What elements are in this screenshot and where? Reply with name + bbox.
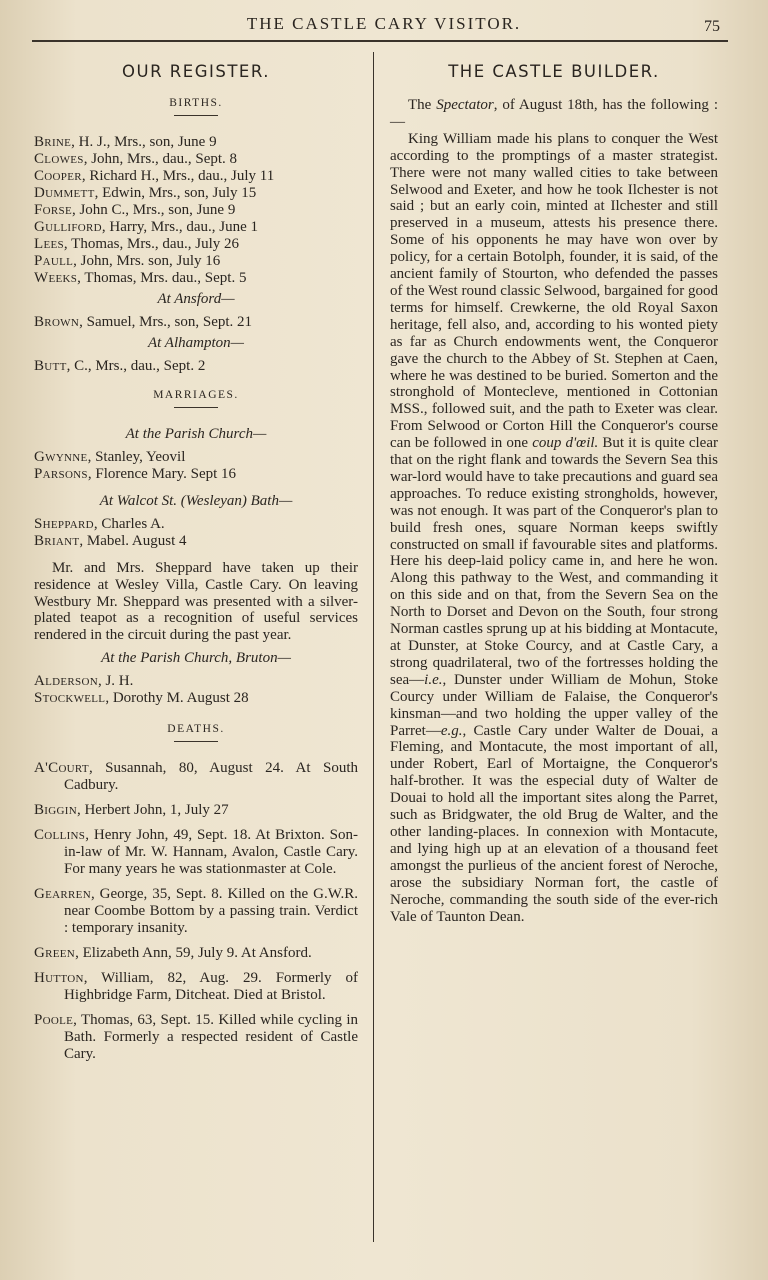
births-alhampton-list	[34, 358, 358, 375]
entry-surname: Briant	[34, 533, 80, 549]
entry-surname: Sheppard	[34, 516, 94, 532]
birth-entry	[34, 219, 358, 236]
register-title: OUR REGISTER.	[122, 62, 270, 81]
intro-text: , of August 18th, has the following :—	[390, 97, 718, 130]
birth-entry	[34, 168, 358, 185]
article-text: , Castle Cary under Walter de Douai, a Fleming, and Montacute, the most important of all, under Robert, Earl of Mortaigne, the Conqueror's half-brother. It was the especial duty of Walter de Douai to hold all the important sites along the Parret, such as Bridgwater, the old Brug de Walter, and the other landing-places. In connexion with Montacute, and lying high up at an elevation of a thousand feet amongst the purlieus of the ancient forest of Neroche, arose the subsidiary Norman fort, the castle of Neroche, commanding the south side of the ever-rich Vale of Taunton Dean.	[390, 722, 718, 925]
entry-surname: Paull	[34, 253, 74, 269]
page-number: 75	[704, 18, 720, 35]
entry-details: , Charles A.	[93, 516, 165, 532]
entry-details: , William, 82, Aug. 29. Formerly of Highbridge Farm, Ditcheat. Died at Bristol.	[64, 969, 358, 1003]
entry-details: , Herbert John, 1, July 27	[76, 801, 229, 818]
divider-dash	[174, 115, 218, 116]
article-italic: i.e.	[424, 671, 443, 688]
publication-name: Spectator	[436, 97, 494, 113]
entry-details: , C., Mrs., dau., Sept. 2	[66, 358, 206, 374]
castle-builder-column	[390, 58, 718, 925]
birth-entry	[34, 134, 358, 151]
entry-surname: Butt	[34, 358, 67, 374]
marriage-bruton-list	[34, 673, 358, 707]
entry-details: , Susannah, 80, August 24. At South Cadbury.	[64, 759, 358, 793]
entry-surname: Parsons	[34, 466, 88, 482]
death-entry	[34, 886, 358, 937]
entry-details: , George, 35, Sept. 8. Killed on the G.W.R. near Coombe Bottom by a passing train. Verdict : temporary insanity.	[64, 885, 358, 936]
marriage-entry	[34, 449, 358, 466]
birth-entry	[34, 202, 358, 219]
castle-builder-title: THE CASTLE BUILDER.	[448, 62, 660, 81]
entry-surname: Gearren	[34, 885, 91, 902]
entry-details: , John, Mrs. son, July 16	[73, 253, 221, 269]
register-column	[34, 58, 358, 1071]
header-rule	[32, 40, 728, 42]
births-alhampton-heading: At Alhampton—	[148, 335, 244, 351]
entry-details: , Edwin, Mrs., son, July 15	[94, 185, 257, 201]
births-heading: BIRTHS.	[169, 97, 223, 109]
entry-details: , Stanley, Yeovil	[87, 449, 186, 465]
deaths-heading: DEATHS.	[167, 722, 225, 735]
entry-surname: Lees	[34, 236, 64, 252]
article-italic: coup d'œil.	[532, 435, 599, 452]
entry-details: , Henry John, 49, Sept. 18. At Brixton. Son-in-law of Mr. W. Hannam, Avalon, Castle Cary. For many years he was stationmaster at Cole.	[64, 826, 358, 877]
entry-surname: Weeks	[34, 270, 78, 286]
entry-details: , H. J., Mrs., son, June 9	[71, 134, 217, 150]
entry-details: , John C., Mrs., son, June 9	[71, 202, 236, 218]
divider-dash	[174, 741, 218, 742]
article-italic: e.g.	[440, 722, 463, 739]
entry-surname: A'Court	[34, 759, 89, 776]
entry-surname: Dummett	[34, 185, 95, 201]
birth-entry	[34, 185, 358, 202]
entry-surname: Poole	[34, 1011, 74, 1028]
article-text: King William made his plans to conquer the West according to the promptings of a master strategist. There were not many walled cities to take between Selwood and Exeter, and how he took Ilchester is not said ; but an early coin, minted at Ilchester and still preserved in a museum, attests his presence there. Some of his opponents he may have won over by policy, for a certain Botolph, founder, it is said, of the ancient family of Stourton, who defended the passes of the West round classic Selwood, bargained for good terms for himself. Crewkerne, the old Royal Saxon heritage, fell also, and, according to his wonted piety as far as Church endowments went, the Conqueror gave the church to the Abbey of St. Stephen at Caen, where he was destined to be buried. Somerton and the stronghold of Montecleve, mentioned in Cottonian MSS., followed suit, and the path to Exeter was clear. From Selwood or Corton Hill the Conqueror's course can be followed in one	[390, 130, 718, 452]
births-list	[34, 134, 358, 287]
entry-surname: Hutton	[34, 969, 84, 986]
death-entry	[34, 760, 358, 794]
entry-surname: Cooper	[34, 168, 82, 184]
column-divider	[373, 52, 374, 1242]
births-ansford-list	[34, 314, 358, 331]
entry-details: , Thomas, 63, Sept. 15. Killed while cycling in Bath. Formerly a respected resident of Castle Cary.	[64, 1011, 358, 1062]
running-title: THE CASTLE CARY VISITOR.	[246, 14, 522, 33]
entry-surname: Brine	[34, 134, 72, 150]
birth-entry	[34, 253, 358, 270]
entry-surname: Collins	[34, 826, 86, 843]
entry-details: , Samuel, Mrs., son, Sept. 21	[79, 314, 253, 330]
death-entry	[34, 970, 358, 1004]
entry-details: , Richard H., Mrs., dau., July 11	[81, 168, 275, 184]
death-entry	[34, 945, 358, 962]
marriage-parish-list	[34, 449, 358, 483]
entry-details: , Thomas, Mrs., dau., July 26	[63, 236, 240, 252]
marriage-walcot-list	[34, 516, 358, 550]
entry-surname: Biggin	[34, 801, 77, 818]
entry-surname: Forse	[34, 202, 72, 218]
marriage-entry	[34, 690, 358, 707]
entry-surname: Gwynne	[34, 449, 88, 465]
birth-entry	[34, 358, 358, 375]
marriage-bruton-heading: At the Parish Church, Bruton—	[101, 649, 291, 666]
death-entry	[34, 827, 358, 878]
marriage-entry	[34, 466, 358, 483]
birth-entry	[34, 151, 358, 168]
article-paragraph	[390, 131, 718, 926]
article-text: But it is quite clear that on the right flank and towards the Severn Sea this war-lord would have to take precautions and guard sea approaches. To reduce existing strongholds, however, was not enough. It was part of the Conqueror's plan to build fresh ones, square Norman keeps swiftly constructed on small if favourable sites and platforms. Here his deep-laid policy came in, and here he won. Along this pathway to the West, and commanding it on this side and on that, from the Severn Sea on the North to Dorset and Devon on the South, four strong Norman castles sprung up at his bidding at Montacute, at Dunster, at Stoke Courcy, and at Castle Cary, a strong quadrilateral, two of the fortresses holding the sea—	[390, 435, 718, 688]
entry-surname: Alderson	[34, 672, 98, 689]
entry-details: , Elizabeth Ann, 59, July 9. At Ansford.	[75, 944, 312, 961]
entry-details: , Thomas, Mrs. dau., Sept. 5	[77, 270, 247, 286]
birth-entry	[34, 270, 358, 287]
marriage-note: Mr. and Mrs. Sheppard have taken up their residence at Wesley Villa, Castle Cary. On leaving Westbury Mr. Sheppard was presented with a silver-plated teapot as a recognition of useful services rendered in the circuit during the past year.	[34, 560, 358, 644]
entry-surname: Clowes	[34, 151, 84, 167]
divider-dash	[174, 407, 218, 408]
marriages-heading: MARRIAGES.	[153, 389, 239, 401]
marriage-entry	[34, 533, 358, 550]
entry-surname: Brown	[34, 314, 80, 330]
death-entry	[34, 1012, 358, 1063]
births-ansford-heading: At Ansford—	[157, 291, 235, 307]
entry-details: , J. H.	[97, 672, 134, 689]
deaths-list	[34, 760, 358, 1063]
entry-surname: Stockwell	[34, 689, 106, 706]
birth-entry	[34, 236, 358, 253]
entry-surname: Green	[34, 944, 76, 961]
marriage-entry	[34, 516, 358, 533]
entry-details: , Dorothy M. August 28	[105, 689, 249, 706]
entry-details: , Harry, Mrs., dau., June 1	[101, 219, 259, 235]
entry-details: , John, Mrs., dau., Sept. 8	[83, 151, 238, 167]
entry-details: , Mabel. August 4	[79, 533, 187, 549]
entry-surname: Gulliford	[34, 219, 102, 235]
article-text: , Dunster under William de Mohun, Stoke Courcy under William de Falaise, the Conqueror's kinsman—and two holding the upper valley of the Parret—	[390, 671, 718, 739]
marriage-parish-heading: At the Parish Church—	[125, 426, 267, 442]
entry-details: , Florence Mary. Sept 16	[87, 466, 237, 482]
death-entry	[34, 802, 358, 819]
marriage-walcot-heading: At Walcot St. (Wesleyan) Bath—	[99, 493, 293, 509]
marriage-entry	[34, 673, 358, 690]
intro-paragraph	[390, 97, 718, 131]
intro-text: The	[408, 97, 437, 113]
birth-entry	[34, 314, 358, 331]
